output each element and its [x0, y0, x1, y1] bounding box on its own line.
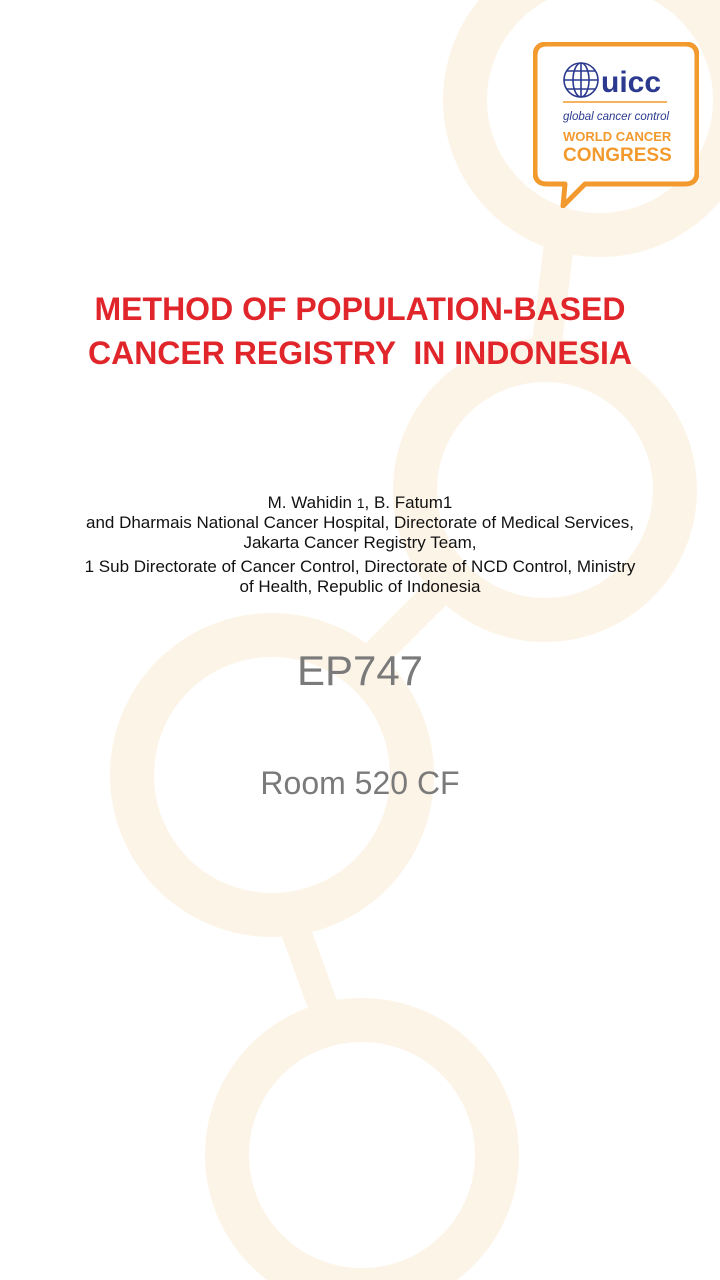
affiliation-1-line-1: and Dharmais National Cancer Hospital, Directorate of Medical Services, — [85, 513, 634, 532]
title-line-2: CANCER REGISTRY IN INDONESIA — [87, 335, 633, 371]
logo-brand: uicc — [601, 66, 662, 99]
author-block — [20, 493, 700, 597]
logo-tagline: global cancer control — [563, 111, 670, 123]
affiliation-2-line-2: of Health, Republic of Indonesia — [239, 577, 481, 596]
logo-event-line1: WORLD CANCER — [563, 129, 672, 144]
author-names — [20, 493, 700, 513]
globe-icon — [564, 63, 598, 97]
poster-code: EP747 — [296, 647, 424, 694]
author-names-prefix: M. Wahidin — [267, 493, 357, 512]
author-superscript: 1 — [356, 495, 365, 511]
affiliation-1-line-2: Jakarta Cancer Registry Team, — [243, 533, 477, 552]
affiliation-2-line-1: 1 Sub Directorate of Cancer Control, Directorate of NCD Control, Ministry — [84, 557, 636, 576]
author-names-suffix: , B. Fatum1 — [364, 493, 453, 512]
uicc-world-cancer-congress-logo — [533, 42, 699, 208]
logo-event-line2: CONGRESS — [563, 145, 672, 166]
title-line-1: METHOD OF POPULATION-BASED — [94, 291, 626, 327]
room-label: Room 520 CF — [260, 765, 460, 801]
slide-title — [20, 287, 700, 375]
